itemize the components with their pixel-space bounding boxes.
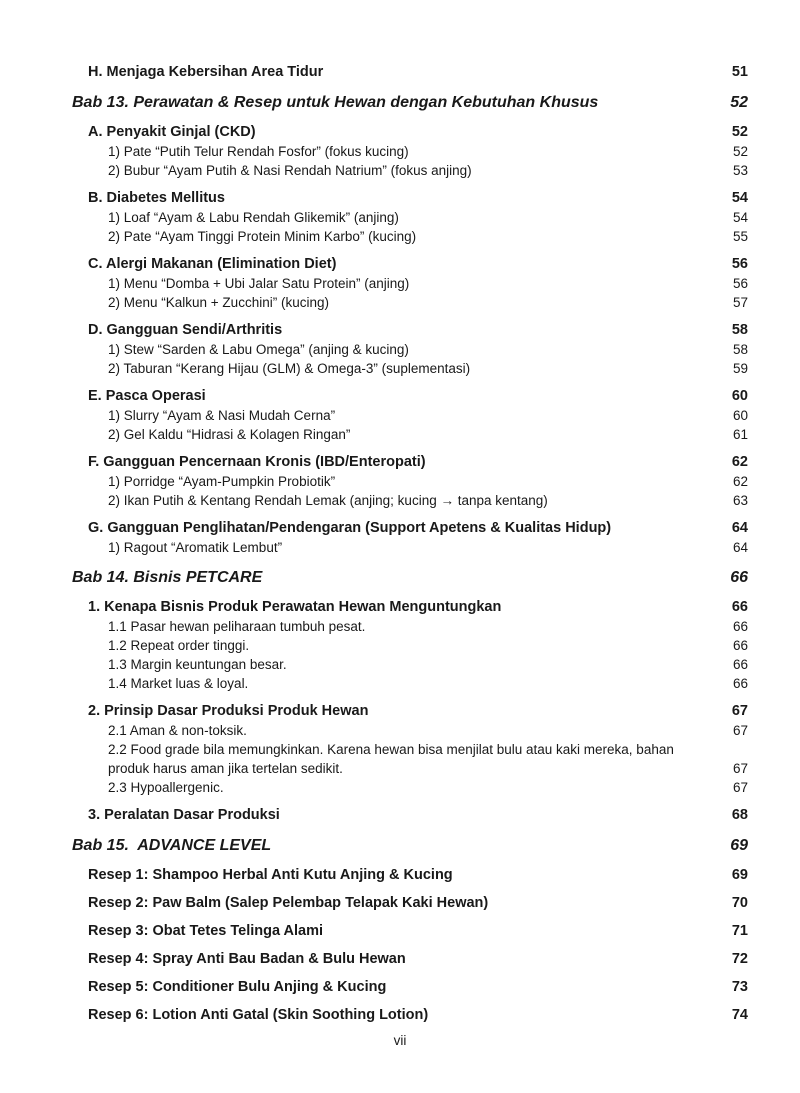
toc-entry	[88, 452, 748, 472]
toc-entry-page: 64	[732, 540, 748, 555]
toc-entry-title: 1) Porridge “Ayam-Pumpkin Probiotik”	[108, 474, 336, 489]
toc-entry-title: 1.2 Repeat order tinggi.	[108, 638, 250, 653]
toc-entry	[88, 188, 748, 208]
toc-entry-title: Resep 3: Obat Tetes Telinga Alami	[88, 923, 324, 939]
toc-entry-title: Resep 5: Conditioner Bulu Anjing & Kucing	[88, 979, 387, 995]
toc-entry-page: 57	[732, 295, 748, 310]
toc-entry	[88, 386, 748, 406]
toc-entry	[108, 655, 748, 674]
toc-entry-page: 58	[732, 342, 748, 357]
toc-entry-page: 68	[731, 807, 748, 823]
toc-entry	[108, 208, 748, 227]
toc-entry-title: A. Penyakit Ginjal (CKD)	[88, 124, 256, 140]
toc-entry-page: 67	[732, 723, 748, 738]
toc-entry	[108, 142, 748, 161]
toc-entry	[88, 62, 748, 82]
toc-entry	[88, 518, 748, 538]
toc-entry	[88, 921, 748, 941]
toc-entry	[88, 865, 748, 885]
toc-entry-page: 66	[732, 619, 748, 634]
toc-entry-page: 66	[732, 657, 748, 672]
toc-entry-page: 52	[730, 94, 748, 111]
toc-entry-title: Bab 15. ADVANCE LEVEL	[72, 837, 272, 854]
toc-entry	[108, 425, 748, 444]
toc-entry-page: 66	[732, 638, 748, 653]
toc-entry	[108, 227, 748, 246]
toc-entry	[108, 406, 748, 425]
toc-entry-title: 2) Gel Kaldu “Hidrasi & Kolagen Ringan”	[108, 427, 351, 442]
toc-entry-title: 1) Slurry “Ayam & Nasi Mudah Cerna”	[108, 408, 336, 423]
toc-entry-page: 67	[731, 703, 748, 719]
toc-entry-title: 1.1 Pasar hewan peliharaan tumbuh pesat.	[108, 619, 366, 634]
toc-entry-page: 56	[732, 276, 748, 291]
toc-entry	[88, 254, 748, 274]
toc-entry	[108, 674, 748, 693]
toc-entry-page: 61	[732, 427, 748, 442]
toc-entry-title: Resep 6: Lotion Anti Gatal (Skin Soothing Lotion)	[88, 1007, 429, 1023]
toc-entry-title: F. Gangguan Pencernaan Kronis (IBD/Enteropati)	[88, 454, 426, 470]
toc-entry-title: C. Alergi Makanan (Elimination Diet)	[88, 256, 337, 272]
toc-entry	[108, 274, 748, 293]
toc-entry-title: D. Gangguan Sendi/Arthritis	[88, 322, 283, 338]
toc-entry	[88, 977, 748, 997]
toc-entry-title: 2) Menu “Kalkun + Zucchini” (kucing)	[108, 295, 329, 310]
toc-entry	[108, 491, 748, 510]
toc-entry-title: 2. Prinsip Dasar Produksi Produk Hewan	[88, 703, 369, 719]
toc-entry-page: 66	[730, 569, 748, 586]
toc-entry-title: G. Gangguan Penglihatan/Pendengaran (Support Apetens & Kualitas Hidup)	[88, 520, 612, 536]
toc-entry-title: Resep 1: Shampoo Herbal Anti Kutu Anjing & Kucing	[88, 867, 453, 883]
toc-entry	[88, 893, 748, 913]
toc-entry-title: 2) Pate “Ayam Tinggi Protein Minim Karbo” (kucing)	[108, 229, 417, 244]
toc-entry	[108, 778, 748, 797]
toc-entry	[88, 1005, 748, 1025]
toc-entry-page: 74	[731, 1007, 748, 1023]
toc-entry-title: 2) Ikan Putih & Kentang Rendah Lemak (anjing; kucing → tanpa kentang)	[108, 493, 548, 508]
toc-entry-page: 52	[731, 124, 748, 140]
toc-entry-page: 54	[731, 190, 748, 206]
toc-entry-page: 56	[731, 256, 748, 272]
toc-entry-page: 62	[732, 474, 748, 489]
toc-entry	[88, 320, 748, 340]
toc-entry-title: 1) Stew “Sarden & Labu Omega” (anjing & kucing)	[108, 342, 409, 357]
toc-entry	[108, 740, 748, 778]
toc-entry-page: 66	[732, 676, 748, 691]
toc-entry-page: 58	[731, 322, 748, 338]
toc-entry-title: 2.2 Food grade bila memungkinkan. Karena hewan bisa menjilat bulu atau kaki mereka, bahan produk harus aman jika tertelan sedikit.	[108, 742, 678, 776]
toc-entry	[108, 359, 748, 378]
toc-entry-title: 2.3 Hypoallergenic.	[108, 780, 224, 795]
toc-entry-page: 53	[732, 163, 748, 178]
toc-entry-title: 2) Taburan “Kerang Hijau (GLM) & Omega-3” (suplementasi)	[108, 361, 471, 376]
toc-entry	[108, 161, 748, 180]
toc-entry	[72, 92, 748, 114]
toc-entry-title: 1.4 Market luas & loyal.	[108, 676, 249, 691]
toc-entry-title: 1) Pate “Putih Telur Rendah Fosfor” (fokus kucing)	[108, 144, 409, 159]
toc-entry-page: 70	[731, 895, 748, 911]
toc-entry-page: 52	[732, 144, 748, 159]
toc-entry-title: Resep 4: Spray Anti Bau Badan & Bulu Hewan	[88, 951, 406, 967]
toc-entry-page: 60	[732, 408, 748, 423]
toc-entry	[108, 472, 748, 491]
toc-entry-page: 64	[731, 520, 748, 536]
toc-entry	[72, 835, 748, 857]
toc-entry-title: 1) Ragout “Aromatik Lembut”	[108, 540, 283, 555]
toc-entry	[88, 701, 748, 721]
toc-entry-title: 1) Menu “Domba + Ubi Jalar Satu Protein” (anjing)	[108, 276, 410, 291]
toc-entry-page: 67	[732, 780, 748, 795]
toc-entry-page: 60	[731, 388, 748, 404]
toc-entry-page: 72	[731, 951, 748, 967]
toc-entry-page: 55	[732, 229, 748, 244]
toc-entry-page: 71	[731, 923, 748, 939]
toc-entry-title: Bab 14. Bisnis PETCARE	[72, 569, 263, 586]
toc-entry	[108, 617, 748, 636]
toc-entry	[108, 538, 748, 557]
toc-entry	[88, 122, 748, 142]
toc-entry-title: E. Pasca Operasi	[88, 388, 206, 404]
toc-entry	[108, 721, 748, 740]
toc-entry	[108, 293, 748, 312]
toc-entry	[88, 597, 748, 617]
toc-entry	[88, 805, 748, 825]
toc-entry	[88, 949, 748, 969]
toc-entry-page: 66	[731, 599, 748, 615]
toc-entry-title: 1. Kenapa Bisnis Produk Perawatan Hewan Menguntungkan	[88, 599, 502, 615]
toc-entry-title: H. Menjaga Kebersihan Area Tidur	[88, 64, 324, 80]
toc-entry-page: 69	[730, 837, 748, 854]
toc-entry-title: B. Diabetes Mellitus	[88, 190, 225, 206]
toc-entry-page: 63	[732, 493, 748, 508]
toc-entry-title: 2.1 Aman & non-toksik.	[108, 723, 247, 738]
toc-entry-title: 1.3 Margin keuntungan besar.	[108, 657, 287, 672]
toc-entry-title: 3. Peralatan Dasar Produksi	[88, 807, 280, 823]
toc-entry-page: 59	[732, 361, 748, 376]
toc-entry-page: 51	[731, 64, 748, 80]
toc-entry-page: 67	[732, 761, 748, 776]
toc-entry	[108, 340, 748, 359]
toc-entry	[72, 567, 748, 589]
toc-entry-page: 69	[731, 867, 748, 883]
toc-entry-title: 2) Bubur “Ayam Putih & Nasi Rendah Natrium” (fokus anjing)	[108, 163, 472, 178]
toc-entry-title: 1) Loaf “Ayam & Labu Rendah Glikemik” (anjing)	[108, 210, 399, 225]
toc-entry-page: 73	[731, 979, 748, 995]
page-number-footer: vii	[393, 1033, 407, 1048]
toc-entry-page: 62	[731, 454, 748, 470]
toc-entry-page: 54	[732, 210, 748, 225]
toc-entry-title: Bab 13. Perawatan & Resep untuk Hewan dengan Kebutuhan Khusus	[72, 94, 599, 111]
toc-entry-title: Resep 2: Paw Balm (Salep Pelembap Telapak Kaki Hewan)	[88, 895, 489, 911]
toc-entry	[108, 636, 748, 655]
